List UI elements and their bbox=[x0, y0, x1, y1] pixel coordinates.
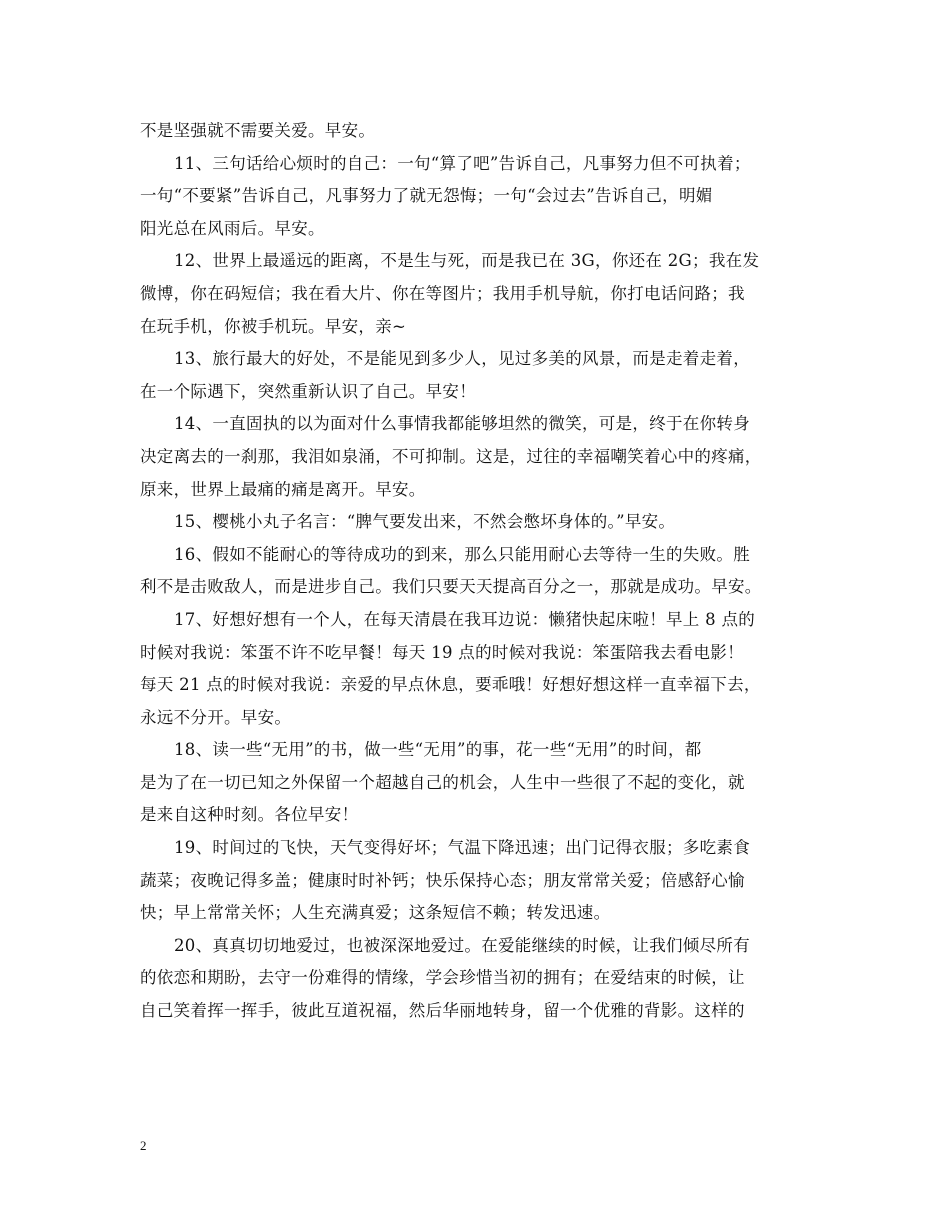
text-line: 利不是击败敌人，而是进步自己。我们只要天天提高百分之一，那就是成功。早安。 bbox=[140, 577, 762, 597]
text-line: 15、樱桃小丸子名言：“脾气要发出来，不然会憋坏身体的。”早安。 bbox=[174, 512, 676, 532]
text-line: 是来自这种时刻。各位早安！ bbox=[140, 805, 359, 825]
text-line: 的依恋和期盼，去守一份难得的情缘，学会珍惜当初的拥有；在爱结束的时候，让 bbox=[140, 968, 745, 988]
text-line: 20、真真切切地爱过，也被深深地爱过。在爱能继续的时候，让我们倾尽所有 bbox=[174, 935, 750, 955]
text-line: 自己笑着挥一挥手，彼此互道祝福，然后华丽地转身，留一个优雅的背影。这样的 bbox=[140, 1001, 745, 1021]
text-line: 16、假如不能耐心的等待成功的到来，那么只能用耐心去等待一生的失败。胜 bbox=[174, 544, 750, 564]
text-line: 在一个际遇下，突然重新认识了自己。早安！ bbox=[140, 381, 476, 401]
text-line: 永远不分开。早安。 bbox=[140, 707, 292, 727]
text-line: 11、三句话给心烦时的自己：一句“算了吧”告诉自己，凡事努力但不可执着； bbox=[174, 153, 751, 173]
page-number: 2 bbox=[140, 1138, 147, 1153]
text-line: 18、读一些“无用”的书，做一些“无用”的事，花一些“无用”的时间，都 bbox=[174, 740, 702, 760]
text-line: 是为了在一切已知之外保留一个超越自己的机会，人生中一些很了不起的变化，就 bbox=[140, 772, 745, 792]
text-line: 时候对我说：笨蛋不许不吃早餐！每天 19 点的时候对我说：笨蛋陪我去看电影！ bbox=[140, 642, 744, 662]
text-line: 原来，世界上最痛的痛是离开。早安。 bbox=[140, 479, 426, 499]
text-line: 快；早上常常关怀；人生充满真爱；这条短信不赖；转发迅速。 bbox=[140, 903, 611, 923]
text-line: 阳光总在风雨后。早安。 bbox=[140, 218, 325, 238]
document-body bbox=[140, 115, 828, 1028]
text-line: 一句“不要紧”告诉自己，凡事努力了就无怨悔；一句“会过去”告诉自己，明媚 bbox=[140, 186, 713, 206]
text-line: 14、一直固执的以为面对什么事情我都能够坦然的微笑，可是，终于在你转身 bbox=[174, 414, 750, 434]
text-line: 19、时间过的飞快，天气变得好坏；气温下降迅速；出门记得衣服；多吃素食 bbox=[174, 838, 750, 858]
text-line: 蔬菜；夜晚记得多盖；健康时时补钙；快乐保持心态；朋友常常关爱；倍感舒心愉 bbox=[140, 870, 745, 890]
text-line: 每天 21 点的时候对我说：亲爱的早点休息，要乖哦！好想好想这样一直幸福下去， bbox=[140, 675, 761, 695]
text-line: 不是坚强就不需要关爱。早安。 bbox=[140, 121, 376, 140]
text-line: 决定离去的一刹那，我泪如泉涌，不可抑制。这是，过往的幸福嘲笑着心中的疼痛， bbox=[140, 446, 762, 466]
text-line: 在玩手机，你被手机玩。早安，亲~ bbox=[140, 316, 407, 336]
text-line: 12、世界上最遥远的距离，不是生与死，而是我已在 3G，你还在 2G；我在发 bbox=[174, 251, 760, 271]
text-line: 17、好想好想有一个人，在每天清晨在我耳边说：懒猪快起床啦！早上 8 点的 bbox=[174, 609, 756, 629]
text-line: 13、旅行最大的好处，不是能见到多少人，见过多美的风景，而是走着走着， bbox=[174, 349, 750, 369]
text-line: 微博，你在码短信；我在看大片、你在等图片；我用手机导航，你打电话问路；我 bbox=[140, 283, 745, 303]
